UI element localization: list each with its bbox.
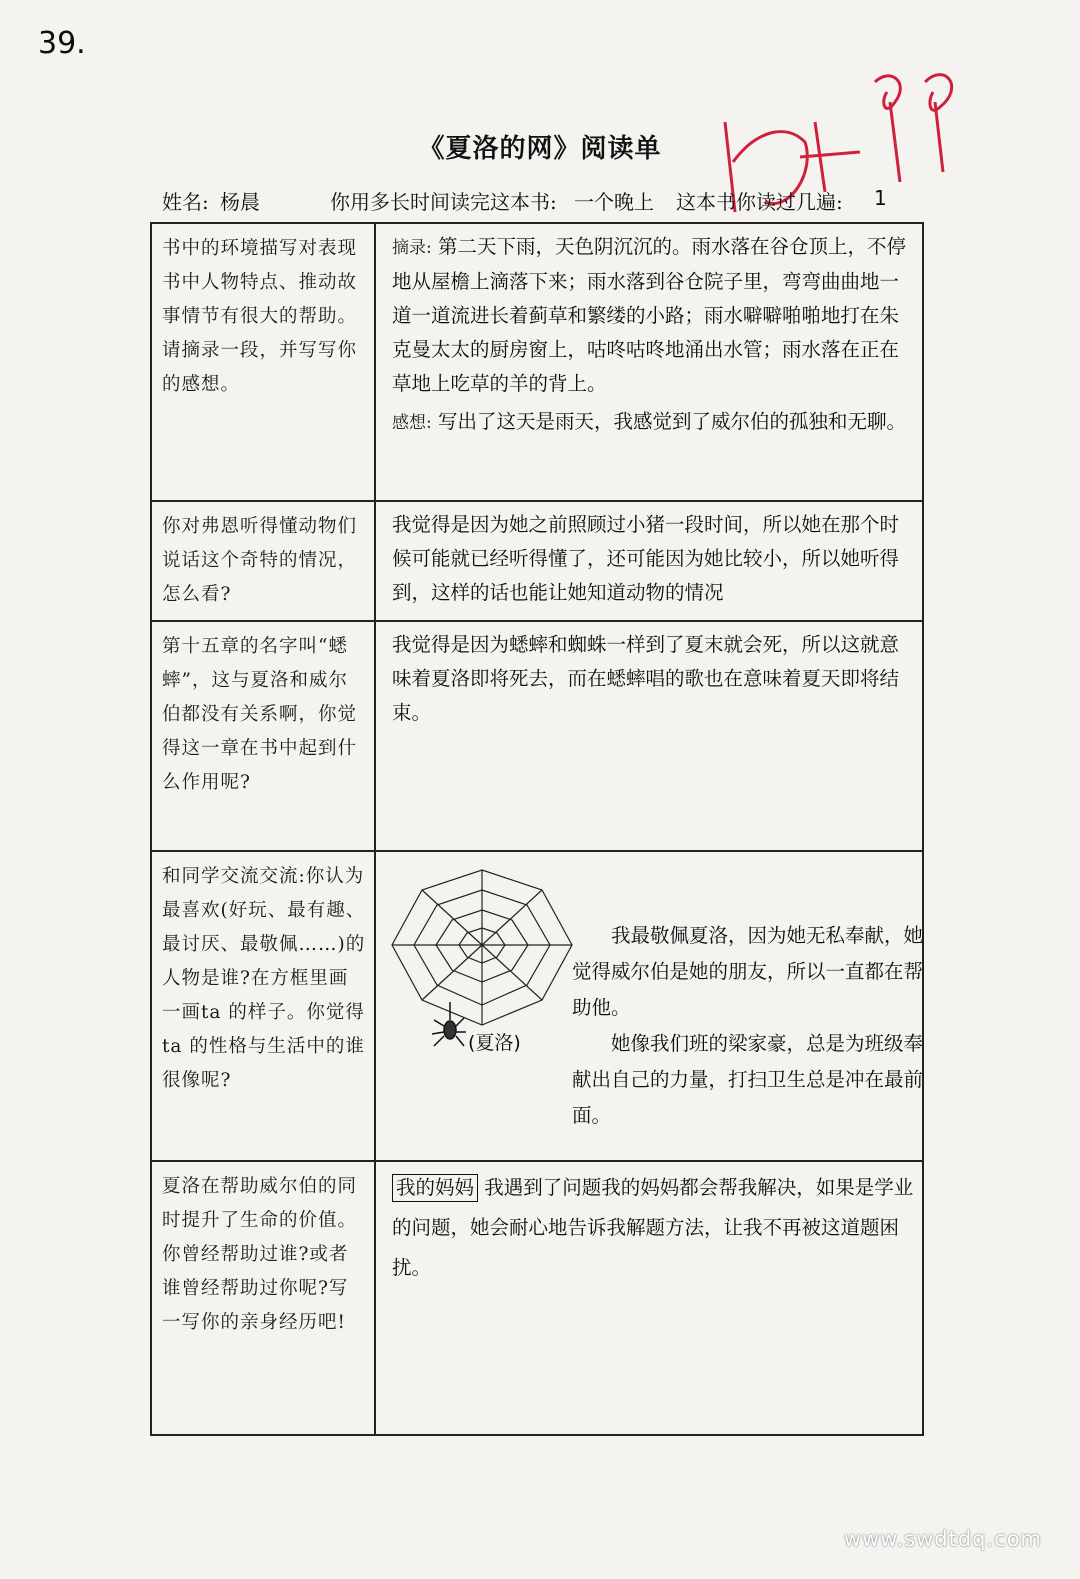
time-value: 一个晚上 (574, 190, 654, 214)
question-cell: 夏洛在帮助威尔伯的同时提升了生命的价值。你曾经帮助过谁?或者谁曾经帮助过你呢?写一写你的亲身经历吧! (151, 1161, 375, 1435)
answer-cell (375, 851, 923, 1161)
name-label: 姓名: (162, 190, 209, 214)
table-row (151, 851, 923, 1161)
answer-heading: 我的妈妈 (392, 1174, 478, 1202)
question-cell: 和同学交流交流:你认为最喜欢(好玩、最有趣、最讨厌、最敬佩……)的人物是谁?在方框里画一画ta 的样子。你觉得ta 的性格与生活中的谁很像呢? (151, 851, 375, 1161)
time-label: 你用多长时间读完这本书: (330, 190, 557, 214)
feeling-text: 写出了这天是雨天，我感觉到了威尔伯的孤独和无聊。 (437, 410, 906, 433)
table-row (151, 621, 923, 851)
spider-icon (428, 1002, 468, 1057)
drawing-caption: (夏洛) (468, 1032, 521, 1054)
answer-text: 我遇到了问题我的妈妈都会帮我解决，如果是学业的问题，她会耐心地告诉我解题方法，让我不再被这道题困扰。 (392, 1176, 914, 1279)
excerpt-text: 第二天下雨，天色阴沉沉的。雨水落在谷仓顶上，不停地从屋檐上滴落下来；雨水落到谷仓院子里，弯弯曲曲地一道一道流进长着蓟草和繁缕的小路；雨水噼噼啪啪地打在朱克曼太太的厨房窗上，咕咚咕咚地涌出水管；雨水落在正在草地上吃草的羊的背上。 (392, 235, 906, 395)
times-label: 这本书你读过几遍: (676, 190, 843, 214)
answer-paragraph: 我最敬佩夏洛，因为她无私奉献，她觉得威尔伯是她的朋友，所以一直都在帮助他。 (572, 924, 924, 1019)
question-cell: 书中的环境描写对表现书中人物特点、推动故事情节有很大的帮助。请摘录一段，并写写你的感想。 (151, 223, 375, 501)
times-value: 1 (874, 186, 887, 210)
question-cell: 第十五章的名字叫“蟋蟀”，这与夏洛和威尔伯都没有关系啊，你觉得这一章在书中起到什么作用呢? (151, 621, 375, 851)
answer-cell: 我觉得是因为她之前照顾过小猪一段时间，所以她在那个时候可能就已经听得懂了，还可能因为她比较小，所以她听得到，这样的话也能让她知道动物的情况 (375, 501, 923, 621)
answer-paragraph: 她像我们班的梁家豪，总是为班级奉献出自己的力量，打扫卫生总是冲在最前面。 (572, 1032, 924, 1127)
answer-text (572, 918, 932, 1134)
table-row (151, 1161, 923, 1435)
question-cell: 你对弗恩听得懂动物们说话这个奇特的情况，怎么看? (151, 501, 375, 621)
excerpt-label: 摘录: (392, 238, 432, 258)
table-row (151, 223, 923, 501)
site-watermark: www.swdtdq.com (843, 1527, 1042, 1551)
spider-web-drawing (382, 860, 582, 1040)
page-title: 《夏洛的网》阅读单 (418, 134, 662, 164)
feeling-label: 感想: (392, 413, 432, 433)
name-value: 杨晨 (220, 190, 260, 214)
reading-sheet-table (150, 222, 924, 1436)
answer-cell (375, 223, 923, 501)
answer-cell (375, 1161, 923, 1435)
table-row (151, 501, 923, 621)
page-number: 39. (38, 26, 86, 61)
student-info (162, 186, 922, 220)
answer-cell: 我觉得是因为蟋蟀和蜘蛛一样到了夏末就会死，所以这就意味着夏洛即将死去，而在蟋蟀唱的歌也在意味着夏天即将结束。 (375, 621, 923, 851)
